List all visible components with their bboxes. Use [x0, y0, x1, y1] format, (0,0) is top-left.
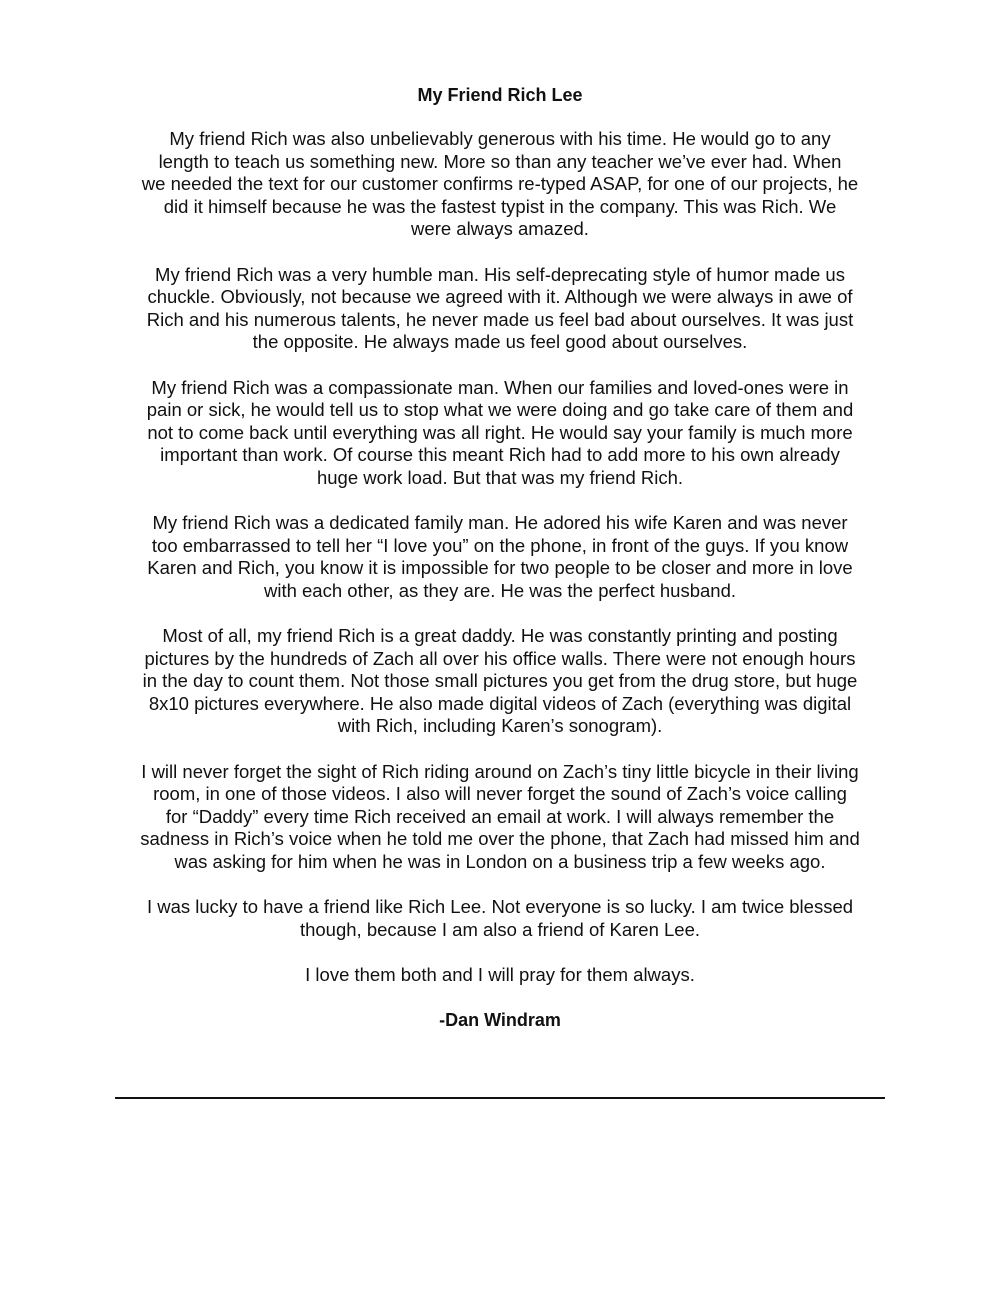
paragraph-generous: My friend Rich was also unbelievably generous with his time. He would go to any length to teach us something new. More so than any teacher we’ve ever had. When we needed the text for our customer confirms re-typed ASAP, for one of our projects, he did it himself because he was the fastest typist in the company. This was Rich. We were always amazed.: [141, 128, 859, 240]
paragraph-humble: My friend Rich was a very humble man. His self-deprecating style of humor made us chuckle. Obviously, not because we agreed with it. Although we were always in awe of Rich and his numerous talents, he never made us feel bad about ourselves. It was just the opposite. He always made us feel good about ourselves.: [146, 263, 854, 353]
document-body: [110, 128, 890, 1032]
paragraph-great-daddy: Most of all, my friend Rich is a great daddy. He was constantly printing and posting pictures by the hundreds of Zach all over his office walls. There were not enough hours in the day to count them. Not those small pictures you get from the drug store, but huge 8x10 pictures everywhere. He also made digital videos of Zach (everything was digital with Rich, including Karen’s sonogram).: [142, 625, 858, 737]
document-title: My Friend Rich Lee: [417, 85, 583, 105]
signature: -Dan Windram: [439, 1010, 561, 1031]
paragraph-never-forget: I will never forget the sight of Rich riding around on Zach’s tiny little bicycle in their living room, in one of those videos. I also will never forget the sound of Zach’s voice calling for “Daddy” every time Rich received an email at work. I will always remember the sadness in Rich’s voice when he told me over the phone, that Zach had missed him and was asking for him when he was in London on a business trip a few weeks ago.: [140, 760, 860, 872]
paragraph-compassionate: My friend Rich was a compassionate man. When our families and loved-ones were in pain or sick, he would tell us to stop what we were doing and go take care of them and not to come back until everything was all right. He would say your family is much more important than work. Of course this meant Rich had to add more to his own already huge work load. But that was my friend Rich.: [146, 376, 854, 488]
paragraph-lucky: I was lucky to have a friend like Rich Lee. Not everyone is so lucky. I am twice blessed though, because I am also a friend of Karen Lee.: [146, 896, 854, 940]
horizontal-rule: [115, 1097, 885, 1099]
paragraph-love-them: I love them both and I will pray for them always.: [305, 963, 695, 985]
paragraph-family-man: My friend Rich was a dedicated family man. He adored his wife Karen and was never too embarrassed to tell her “I love you” on the phone, in front of the guys. If you know Karen and Rich, you know it is impossible for two people to be closer and more in love with each other, as they are. He was the perfect husband.: [147, 512, 853, 601]
